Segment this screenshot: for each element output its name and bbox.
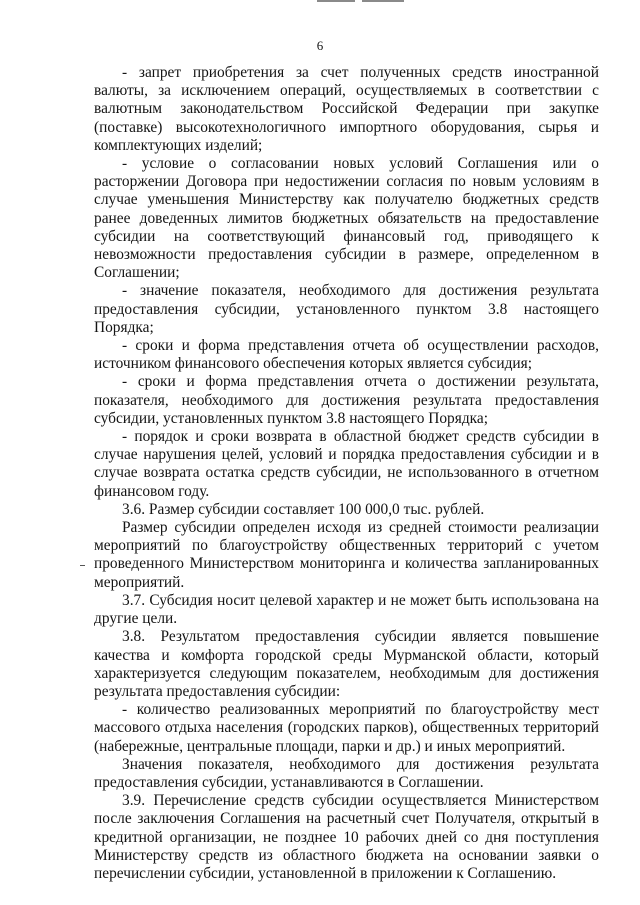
top-rule-left	[317, 0, 355, 2]
paragraph: 3.7. Субсидия носит целевой характер и не может быть использована на другие цели.	[94, 591, 599, 628]
paragraph: Значения показателя, необходимого для достижения результата предоставления субсидии, устанавливаются в Соглашении.	[94, 755, 599, 791]
paragraph: - запрет приобретения за счет полученных средств иностранной валюты, за исключением операций, осуществляемых в соответствии с валютным законодательством Российской Федерации при закупке (поставке) высокотехнологичного импортного оборудования, сырья и комплектующих изделий;	[94, 64, 599, 154]
paragraph: - значение показателя, необходимого для достижения результата предоставления субсидии, установленного пунктом 3.8 настоящего Порядка;	[94, 282, 599, 336]
paragraph: - сроки и форма представления отчета о достижении результата, показателя, необходимого для достижения результата предоставления субсидии, установленных пунктом 3.8 настоящего Порядка;	[94, 373, 599, 427]
paragraph: Размер субсидии определен исходя из средней стоимости реализации мероприятий по благоустройству общественных территорий с учетом проведенного Министерством мониторинга и количества запланированных мероприятий.	[94, 519, 599, 591]
paragraph: - количество реализованных мероприятий по благоустройству мест массового отдыха населения (городских парков), общественных территорий (набережные, центральные площади, парки и др.) и иных мероприятий.	[94, 701, 599, 755]
top-rule-right	[362, 0, 404, 2]
paragraph: 3.6. Размер субсидии составляет 100 000,0 тыс. рублей.	[122, 500, 485, 518]
paragraph: - условие о согласовании новых условий Соглашения или о расторжении Договора при недостижении согласия по новым условиям в случае уменьшения Министерству как получателю бюджетных средств ранее доведенных лимитов бюджетных обязательств на предоставление субсидии на соответствующий финансовый год, приводящего к невозможности предоставления субсидии в размере, определенном в Соглашении;	[94, 155, 599, 282]
paragraph: 3.9. Перечисление средств субсидии осуществляется Министерством после заключения Соглашения на расчетный счет Получателя, открытый в кредитной организации, не позднее 10 рабочих дней со дня поступления Министерству средств из областного бюджета на основании заявки о перечислении субсидии, установленной в приложении к Соглашению.	[94, 792, 599, 882]
paragraph: - порядок и сроки возврата в областной бюджет средств субсидии в случае нарушения целей, условий и порядка предоставления субсидии и в случае возврата остатка средств субсидии, не использованного в отчетном финансовом году.	[94, 428, 599, 500]
margin-mark	[80, 565, 85, 566]
paragraph: 3.8. Результатом предоставления субсидии является повышение качества и комфорта городской среды Мурманской области, который характеризуется следующим показателем, необходимым для достижения результата предоставления субсидии:	[94, 628, 599, 700]
paragraph: - сроки и форма представления отчета об осуществлении расходов, источником финансового обеспечения которых является субсидия;	[94, 337, 599, 373]
document-body	[94, 64, 599, 883]
page-number: 6	[316, 38, 324, 53]
